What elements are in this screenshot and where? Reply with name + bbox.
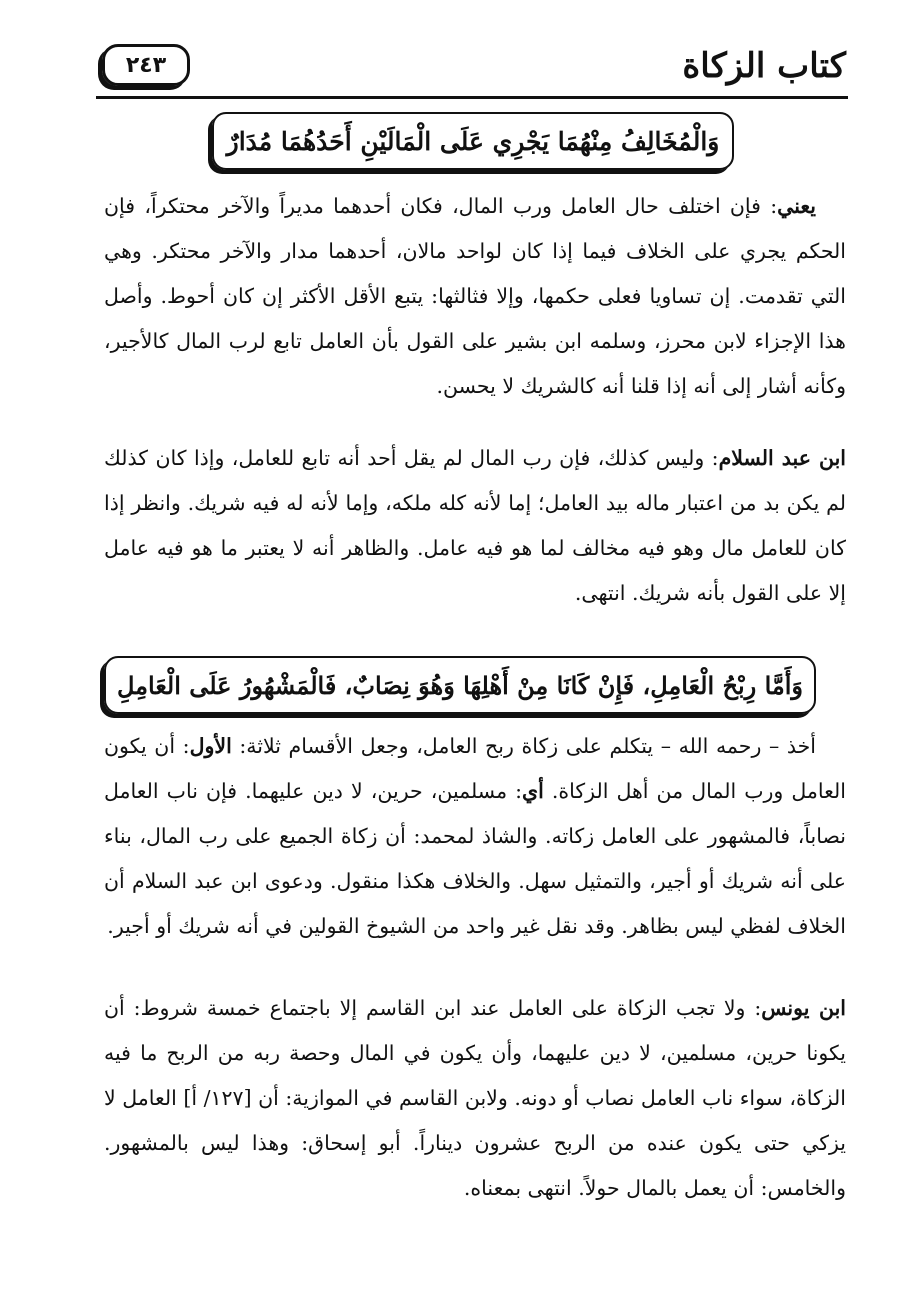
matn-text-second: وَأَمَّا رِبْحُ الْعَامِلِ، فَإِنْ كَانَا مِنْ أَهْلِهَا وَهُوَ نِصَابٌ، فَالْمَشْهُورُ عَلَى الْعَامِلِ [116, 670, 804, 700]
paragraph-lead-source: ابن يونس [761, 996, 846, 1020]
paragraph-text-part: : أن يكون العامل ورب المال من أهل الزكاة. [104, 734, 846, 803]
paragraph-commentary-3 [104, 724, 846, 949]
matn-box-second [104, 656, 816, 714]
paragraph-commentary-4 [104, 986, 846, 1211]
paragraph-text-part: أخذ – رحمه الله – يتكلم على زكاة ربح العامل، وجعل الأقسام ثلاثة: [231, 734, 816, 758]
paragraph-commentary-2 [104, 436, 846, 616]
page-number: ٢٤٣ [125, 52, 167, 78]
paragraph-commentary-1 [104, 184, 846, 409]
book-title: كتاب الزكاة [682, 46, 846, 86]
header-rule [96, 96, 848, 99]
paragraph-bold-term: أي [522, 779, 544, 803]
paragraph-text-part: : مسلمين، حرين، لا دين عليهما. فإن ناب العامل نصاباً، فالمشهور على العامل زكاته. والشاذ لمحمد: أن زكاة الجميع على رب المال، بناء على أنه شريك أو أجير، والتمثيل سهل. والخلاف هكذا منقول. ودعوى ابن عبد السلام أن الخلاف لفظي ليس بظاهر. وقد نقل غير واحد من الشيوخ القولين في أنه شريك أو أجير. [104, 779, 846, 938]
paragraph-text: : ولا تجب الزكاة على العامل عند ابن القاسم إلا باجتماع خمسة شروط: أن يكونا حرين، مسلمين، لا دين عليهما، وأن يكون في المال وحصة ربه من الربح ما فيه الزكاة، سواء ناب العامل نصاب أو دونه. ولابن القاسم في الموازية: أن [١٢٧/ أ] العامل لا يزكي حتى يكون عنده من الربح عشرون ديناراً. أبو إسحاق: وهذا ليس بالمشهور. والخامس: أن يعمل بالمال حولاً. انتهى بمعناه. [104, 996, 846, 1200]
paragraph-bold-term: الأول [189, 734, 232, 758]
page-header [96, 40, 846, 98]
paragraph-text: : فإن اختلف حال العامل ورب المال، فكان أحدهما مديراً والآخر محتكراً، فإن الحكم يجري على الخلاف فيما إذا كان لواحد مالان، أحدهما مدار والآخر محتكر. وهي التي تقدمت. إن تساويا فعلى حكمها، وإلا فثالثها: يتبع الأقل الأكثر إن كان أحوط. وأصل هذا الإجزاء لابن محرز، وسلمه ابن بشير على القول بأن العامل تابع لرب المال كالأجير، وكأنه أشار إلى أنه إذا قلنا أنه كالشريك لا يحسن. [104, 194, 846, 398]
page-number-box [102, 44, 190, 86]
paragraph-text: : وليس كذلك، فإن رب المال لم يقل أحد أنه تابع للعامل، وإذا كان كذلك لم يكن بد من اعتبار ماله بيد العامل؛ إما لأنه كله ملكه، وإما لأنه له فيه شريك. وانظر إذا كان للعامل مال وهو فيه مخالف لما هو فيه عامل. والظاهر أنه لا يعتبر ما هو فيه عامل إلا على القول بأنه شريك. انتهى. [104, 446, 846, 605]
paragraph-lead-source: ابن عبد السلام [718, 446, 846, 470]
paragraph-lead-word: يعني [777, 194, 816, 218]
matn-text-first: وَالْمُخَالِفُ مِنْهُمَا يَجْرِي عَلَى الْمَالَيْنِ أَحَدُهُمَا مُدَارٌ [226, 126, 720, 156]
matn-box-first [212, 112, 734, 170]
